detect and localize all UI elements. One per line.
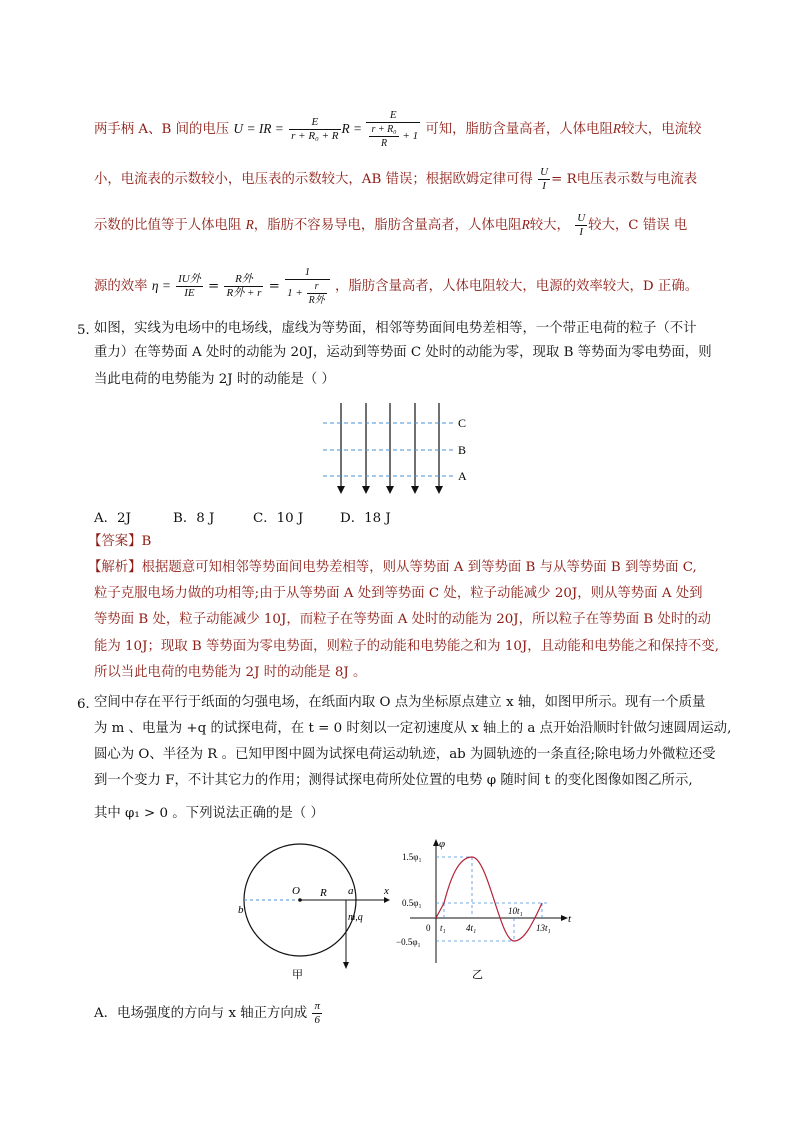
caption-yi: 乙 xyxy=(472,969,483,981)
q5-stem-1: 如图，实线为电场中的电场线，虚线为等势面，相邻等势面间电势差相等，一个带正电荷的粒子（不计 xyxy=(94,321,697,336)
label-o: O xyxy=(292,885,300,897)
q5-stem-2: 重力）在等势面 A 处时的动能为 20J，运动到等势面 C 处时的动能为零，现取 B 等势面为零电势面，则 xyxy=(94,345,712,360)
var: R xyxy=(245,217,254,232)
tick-10t1: 10t₁ xyxy=(508,906,523,916)
fraction: $\frac{\text{R外}}{\text{R外 + r}}$ xyxy=(226,273,262,299)
solution-line-1: 两手柄 A、B 间的电压 U = IR = $\frac{E}{\text{r + R₀ + R}}$ R = E $\frac{\text{r + R₀}}{R}$ + 1 可知，脂肪含量高者，人体电阻R较大，电流较 xyxy=(94,109,702,149)
q5-analysis-3: 等势面 B 处，粒子动能减少 10J，而粒子在等势面 A 处时的动能为 20J，所以粒子在等势面 B 处时的动 xyxy=(94,612,712,627)
text: 源的效率 xyxy=(94,279,148,294)
label-b: b xyxy=(238,904,244,916)
text: 根据题意可知相邻等势面间电势差相等，则从等势面 A 到等势面 B 与从等势面 B 到等势面 C, xyxy=(141,560,697,575)
var: R xyxy=(612,121,622,136)
fraction: $\frac{U}{I}$ xyxy=(540,166,549,192)
tick-05phi: 0.5φ₁ xyxy=(402,898,422,908)
tick-zero: 0 xyxy=(426,923,431,933)
text: 小，电流表的示数较小，电压表的示数较大，AB 错误；根据欧姆定律可得 xyxy=(94,172,533,187)
q6-figure-yi xyxy=(396,835,586,985)
label-a: a xyxy=(348,885,354,897)
solution-line-4: 源的效率 η = $\frac{\text{IU外}}{IE}$ = $\frac{\text{R外}}{\text{R外 + r}}$ = 1 1 + $\frac{r}{\text{R外}}$ ，脂肪含量高者，人体电阻较大，电源的效率较大，D 正确。 xyxy=(94,266,699,306)
label-c: C xyxy=(458,416,467,430)
fraction: $\frac{E}{\text{r + R₀ + R}}$ xyxy=(291,116,339,142)
caption-jia: 甲 xyxy=(292,969,303,981)
q5-stem-3: 当此电荷的电势能为 2J 时的动能是（ ） xyxy=(94,372,335,387)
analysis-tag: 【解析】 xyxy=(88,560,142,575)
q5-analysis-4: 能为 10J；现取 B 等势面为零电势面，则粒子的动能和电势能之和为 10J，且动能和电势能之和保持不变, xyxy=(94,639,719,654)
q5-field-figure xyxy=(318,398,498,508)
q5-option-d: D．18 J xyxy=(340,511,391,526)
text: ，脂肪不容易导电，脂肪含量高者，人体电阻 xyxy=(253,218,522,233)
text: 较大，电流较 xyxy=(621,122,702,137)
fraction: 1 1 + $\frac{r}{\text{R外}}$ xyxy=(285,266,330,307)
q6-stem-1: 空间中存在平行于纸面的匀强电场，在纸面内取 O 点为坐标原点建立 x 轴，如图甲所示。现有一个质量 xyxy=(94,695,706,710)
label-a: A xyxy=(458,469,467,483)
tick-4t1: 4t₁ xyxy=(466,923,477,933)
tick-15phi: 1.5φ₁ xyxy=(402,852,422,862)
option-text: A．电场强度的方向与 x 轴正方向成 xyxy=(94,1006,308,1021)
solution-line-2 xyxy=(94,166,697,193)
fraction: E $\frac{\text{r + R₀}}{R}$ + 1 xyxy=(366,109,420,150)
label-mq: m,q xyxy=(348,912,363,923)
label-t: t xyxy=(568,913,572,925)
tick-neg05phi: −0.5φ₁ xyxy=(396,937,421,947)
fraction: $\frac{\pi}{6}$ xyxy=(314,1000,320,1026)
q6-stem-2: 为 m 、电量为 +q 的试探电荷，在 t = 0 时刻以一定初速度从 x 轴上的 a 点开始沿顺时针做匀速圆周运动, xyxy=(94,721,732,736)
q5-option-b: B．8 J xyxy=(173,511,215,526)
equation: η = xyxy=(151,278,171,293)
question-number: 5． xyxy=(77,323,99,338)
text: 两手柄 A、B 间的电压 xyxy=(94,122,230,137)
tick-t1: t₁ xyxy=(440,923,446,933)
fraction: $\frac{\text{IU外}}{IE}$ xyxy=(178,273,201,299)
label-b: B xyxy=(458,443,467,457)
q6-stem-3: 圆心为 O、半径为 R 。已知甲图中圆为试探电荷运动轨迹，ab 为圆轨迹的一条直径;除电场力外微粒还受 xyxy=(94,747,716,762)
q6-stem-4: 到一个变力 F，不计其它力的作用；测得试探电荷所处位置的电势 φ 随时间 t 的变化图像如图乙所示, xyxy=(94,773,693,788)
q5-answer: 【答案】B xyxy=(88,534,152,549)
solution-line-3 xyxy=(94,212,687,239)
q6-figure-jia xyxy=(238,838,398,988)
text: 较大， xyxy=(529,218,570,233)
text: ，脂肪含量高者，人体电阻较大，电源的效率较大，D 正确。 xyxy=(334,279,699,294)
q5-option-c: C．10 J xyxy=(253,511,304,526)
question-number: 6． xyxy=(77,697,99,712)
equation: U = IR = xyxy=(233,121,284,136)
text: = R电压表示数与电流表 xyxy=(551,172,698,187)
text: 可知，脂肪含量高者，人体电阻 xyxy=(425,122,613,137)
q6-stem-5: 其中 φ₁ > 0 。下列说法正确的是（ ） xyxy=(94,806,324,821)
text: 较大，C 错误 电 xyxy=(588,218,688,233)
q5-analysis-2: 粒子克服电场力做的功相等;由于从等势面 A 处到等势面 C 处，粒子动能减少 20J，则从等势面 A 处到 xyxy=(94,586,703,601)
label-phi: φ xyxy=(439,838,446,850)
fraction: $\frac{U}{I}$ xyxy=(577,212,586,238)
phi-curve xyxy=(436,857,542,941)
q5-analysis-1 xyxy=(88,558,697,578)
text: 示数的比值等于人体电阻 xyxy=(94,218,242,233)
q5-option-a: A．2J xyxy=(94,511,131,526)
q5-analysis-5: 所以当此电荷的电势能为 2J 时的动能是 8J 。 xyxy=(94,665,367,680)
label-x: x xyxy=(384,885,389,897)
var: R xyxy=(521,217,530,232)
q6-option-a xyxy=(94,1000,323,1027)
label-r: R xyxy=(320,887,327,899)
tick-13t1: 13t₁ xyxy=(536,923,551,933)
